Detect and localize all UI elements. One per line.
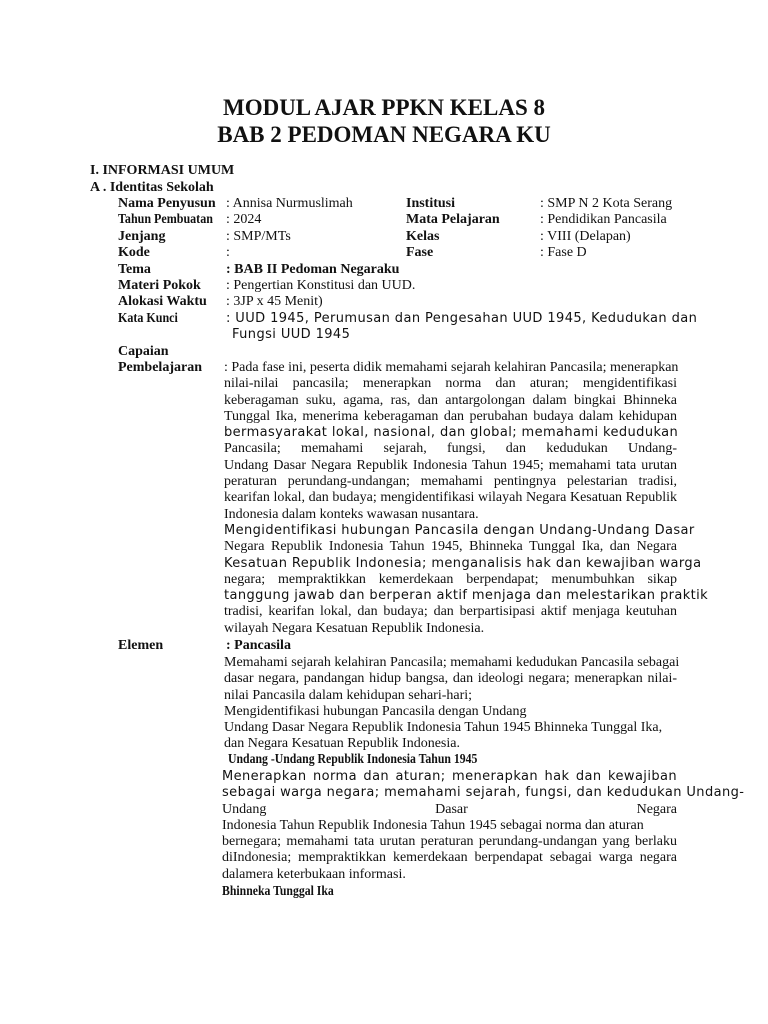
kata-kunci-value-line-2: Fungsi UUD 1945 [232, 327, 351, 342]
pancasila-line: dan Negara Kesatuan Republik Indonesia. [224, 736, 460, 752]
materi-label: Materi Pokok [118, 278, 201, 293]
identity-label-kelas: Kelas [406, 229, 440, 244]
uud-line: diIndonesia; mempraktikkan kemerdekaan berpendapat sebagai warga negara [222, 850, 677, 866]
capaian-line: Kesatuan Republik Indonesia; menganalisis hak dan kewajiban warga [224, 555, 702, 571]
capaian-line: Mengidentifikasi hubungan Pancasila dengan Undang-Undang Dasar [224, 522, 695, 538]
identity-label-tahun-text: Tahun Pembuatan [118, 212, 213, 227]
uud-paragraph [222, 769, 745, 883]
identity-label-jenjang: Jenjang [118, 229, 166, 244]
tema-value: : BAB II Pedoman Negaraku [226, 262, 400, 277]
capaian-line: : Pada fase ini, peserta didik memahami sejarah kelahiran Pancasila; menerapkan [224, 360, 679, 375]
capaian-line: keberagaman suku, agama, ras, dan antargolongan dalam bingkai Bhinneka [224, 392, 677, 408]
capaian-line: Negara Republik Indonesia Tahun 1945, Bhinneka Tunggal Ika, dan Negara [224, 539, 677, 555]
subsection-heading: A . Identitas Sekolah [90, 180, 214, 195]
identity-label-institusi: Institusi [406, 196, 456, 211]
uud-heading [228, 752, 525, 768]
capaian-line: bermasyarakat lokal, nasional, dan global; memahami kedudukan [224, 425, 679, 441]
document-title-line-2: BAB 2 PEDOMAN NEGARA KU [217, 122, 551, 147]
capaian-line: negara; mempraktikkan kemerdekaan berpendapat; menumbuhkan sikap [224, 571, 677, 587]
uud-line: sebagai warga negara; memahami sejarah, fungsi, dan kedudukan Undang- [222, 785, 745, 801]
document-title-line-1: MODUL AJAR PPKN KELAS 8 [222, 95, 546, 120]
tema-label: Tema [118, 262, 151, 277]
capaian-line: Tunggal Ika, menerima keberagaman dan perubahan budaya dalam kehidupan [224, 408, 677, 424]
capaian-line: tradisi, kearifan lokal, dan budaya; dan berpartisipasi aktif menjaga keutuhan [224, 604, 677, 620]
pancasila-line: Memahami sejarah kelahiran Pancasila; memahami kedudukan Pancasila sebagai [224, 655, 680, 670]
uud-line: Undang Dasar Negara [222, 801, 677, 817]
pancasila-line: Mengidentifikasi hubungan Pancasila dengan Undang [224, 703, 527, 719]
identity-value-jenjang: : SMP/MTs [226, 229, 291, 244]
bhinneka-heading-text: Bhinneka Tunggal Ika [222, 884, 334, 899]
alokasi-value: : 3JP x 45 Menit) [226, 294, 323, 309]
identity-value-mapel: : Pendidikan Pancasila [540, 212, 667, 227]
section-heading: I. INFORMASI UMUM [90, 163, 235, 178]
elemen-pancasila-heading: : Pancasila [226, 638, 291, 653]
uud-line: bernegara; memahami tata urutan peraturan perundang-undangan yang berlaku [222, 834, 677, 850]
identity-value-kode: : [226, 245, 230, 260]
identity-label-tahun [118, 212, 228, 228]
capaian-line: wilayah Negara Kesatuan Republik Indonesia. [224, 620, 485, 636]
kata-kunci-label-text: Kata Kunci [118, 311, 178, 326]
pancasila-line: dasar negara, pandangan hidup bangsa, dan ideologi negara; menerapkan nilai- [224, 671, 677, 687]
materi-value: : Pengertian Konstitusi dan UUD. [226, 278, 416, 293]
pancasila-line: nilai Pancasila dalam kehidupan sehari-hari; [224, 687, 473, 703]
identity-value-institusi: : SMP N 2 Kota Serang [540, 196, 673, 211]
alokasi-label: Alokasi Waktu [118, 294, 207, 309]
identity-label-fase: Fase [406, 245, 434, 260]
identity-label-mapel: Mata Pelajaran [406, 212, 500, 227]
capaian-line: Pancasila; memahami sejarah, fungsi, dan kedudukan Undang- [224, 441, 677, 457]
capaian-label-1: Capaian [118, 344, 169, 359]
capaian-label-2: Pembelajaran [118, 360, 202, 375]
identity-label-nama: Nama Penyusun [118, 196, 216, 211]
uud-heading-text: Undang -Undang Republik Indonesia Tahun 1945 [228, 752, 478, 767]
capaian-line: Undang Dasar Negara Republik Indonesia Tahun 1945; memahami tata urutan [224, 457, 677, 473]
capaian-line: nilai-nilai pancasila; menerapkan norma dan aturan; mengidentifikasi [224, 376, 677, 392]
bhinneka-heading [222, 884, 355, 900]
pancasila-paragraph [224, 655, 680, 753]
uud-line: dalamera keterbukaan informasi. [222, 866, 406, 882]
kata-kunci-value-line-1: : UUD 1945, Perumusan dan Pengesahan UUD 1945, Kedudukan dan [226, 311, 698, 326]
capaian-line: peraturan perundang-undangan; memahami pentingnya pelestarian tradisi, [224, 474, 677, 490]
identity-value-fase: : Fase D [540, 245, 587, 260]
elemen-label: Elemen [118, 638, 164, 653]
capaian-paragraph [224, 360, 709, 637]
uud-line: Menerapkan norma dan aturan; menerapkan hak dan kewajiban [222, 769, 677, 784]
identity-value-nama: : Annisa Nurmuslimah [226, 196, 353, 211]
capaian-line: tanggung jawab dan berperan aktif menjaga dan melestarikan praktik [224, 588, 709, 604]
capaian-line: Indonesia dalam konteks wawasan nusantara. [224, 506, 479, 522]
capaian-line: kearifan lokal, dan budaya; mengidentifikasi wilayah Negara Kesatuan Republik [224, 490, 677, 506]
uud-line: Indonesia Tahun Republik Indonesia Tahun 1945 sebagai norma dan aturan [222, 817, 644, 833]
identity-label-kode: Kode [118, 245, 150, 260]
kata-kunci-label [118, 311, 188, 327]
identity-value-kelas: : VIII (Delapan) [540, 229, 631, 244]
pancasila-line: Undang Dasar Negara Republik Indonesia Tahun 1945 Bhinneka Tunggal Ika, [224, 720, 663, 736]
identity-value-tahun: : 2024 [226, 212, 262, 227]
